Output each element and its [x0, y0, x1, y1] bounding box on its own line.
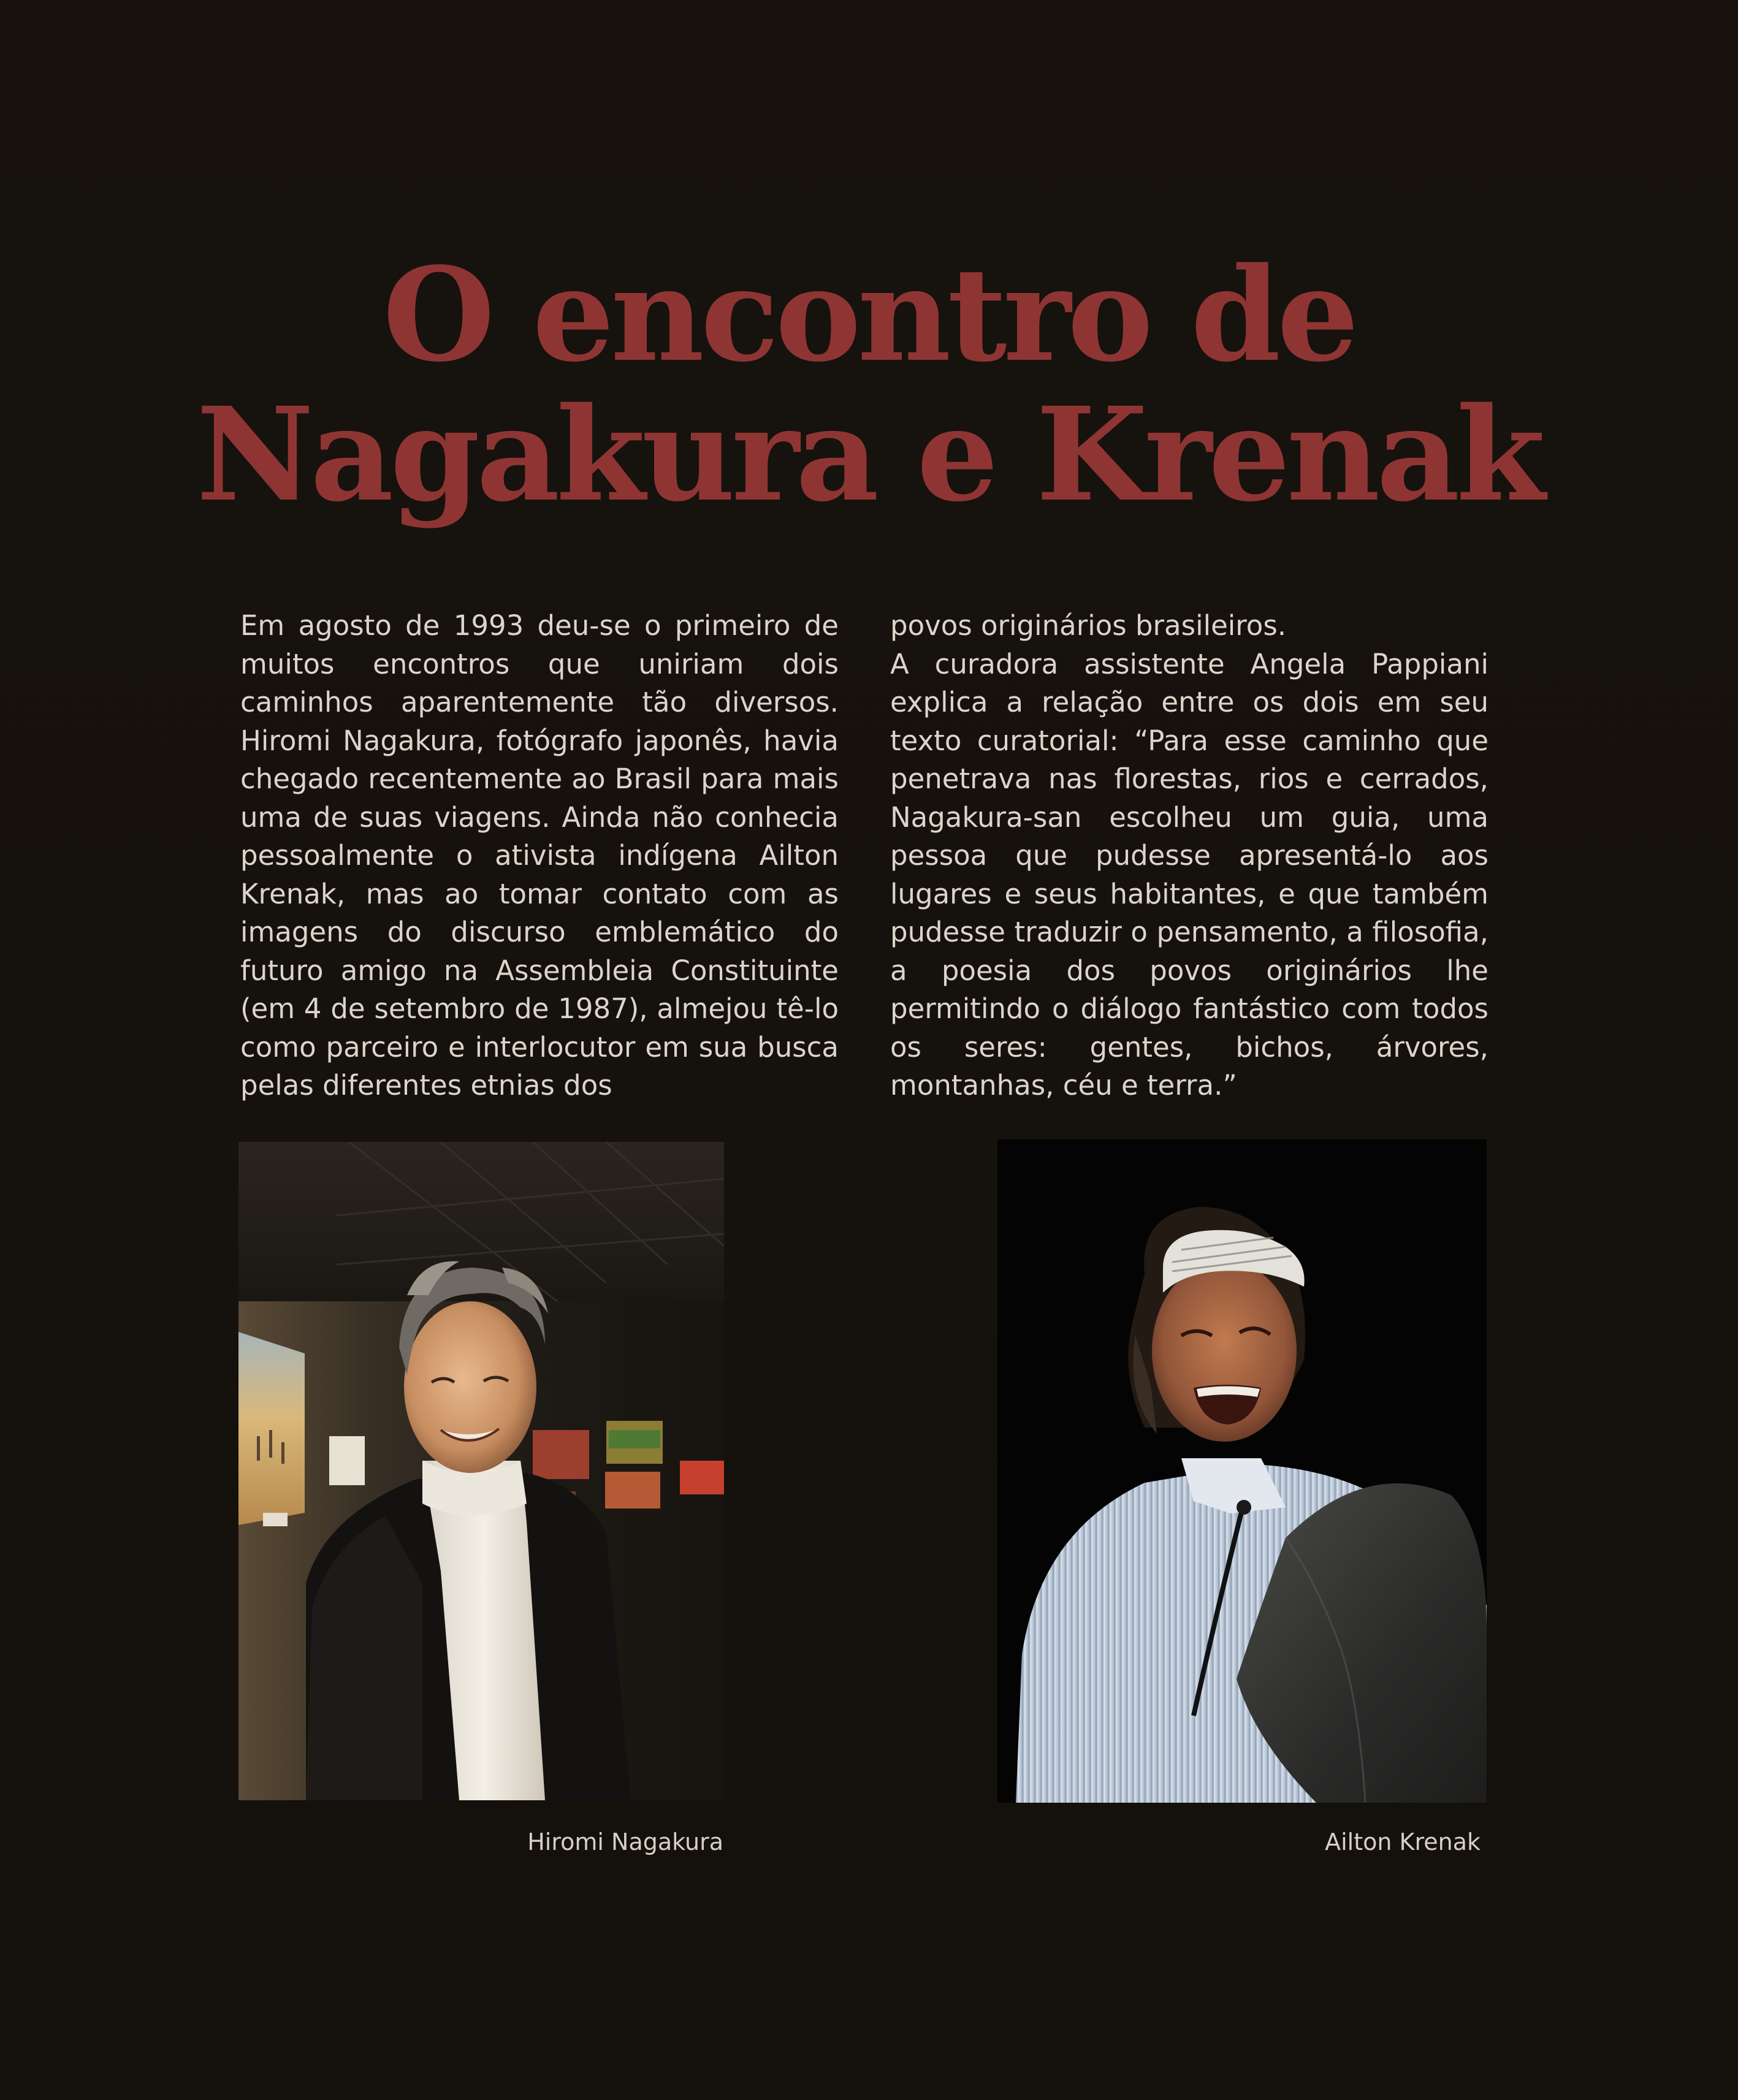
body-paragraph: A curadora assistente Angela Pappiani explica a relação entre os dois em seu texto curatorial: “Para esse caminho que penetrava nas florestas, rios e cerrados, Nagakura-san escolheu um guia, uma pessoa que pudesse apresentá-lo aos lugares e seus habitantes, e que também pudesse traduzir o pensamento, a filosofia, a poesia dos povos originários lhe permitindo o diálogo fantástico com todos os seres: gentes, bichos, árvores, montanhas, céu e terra.” [890, 647, 1488, 1101]
text-column-right [890, 607, 1488, 1105]
page-title [0, 239, 1738, 530]
photo-caption-nagakura: Hiromi Nagakura [527, 1828, 723, 1855]
title-line-2: Nagakura e Krenak [196, 379, 1542, 530]
photo-caption-krenak: Ailton Krenak [1325, 1828, 1481, 1855]
photo-ailton-krenak [997, 1139, 1487, 1803]
photo-hiromi-nagakura [238, 1142, 724, 1800]
title-line-1: O encontro de [383, 239, 1355, 390]
text-column-left [240, 607, 839, 1105]
body-paragraph: Em agosto de 1993 deu-se o primeiro de muitos encontros que uniriam dois caminhos aparentemente tão diversos. Hiromi Nagakura, fotógrafo japonês, havia chegado recentemente ao Brasil para mais uma de suas viagens. Ainda não conhecia pessoalmente o ativista indígena Ailton Krenak, mas ao tomar contato com as imagens do discurso emblemático do futuro amigo na Assembleia Constituinte (em 4 de setembro de 1987), almejou tê-lo como parceiro e interlocutor em sua busca pelas diferentes etnias dos [240, 609, 839, 1101]
body-paragraph: povos originários brasileiros. [890, 609, 1287, 642]
